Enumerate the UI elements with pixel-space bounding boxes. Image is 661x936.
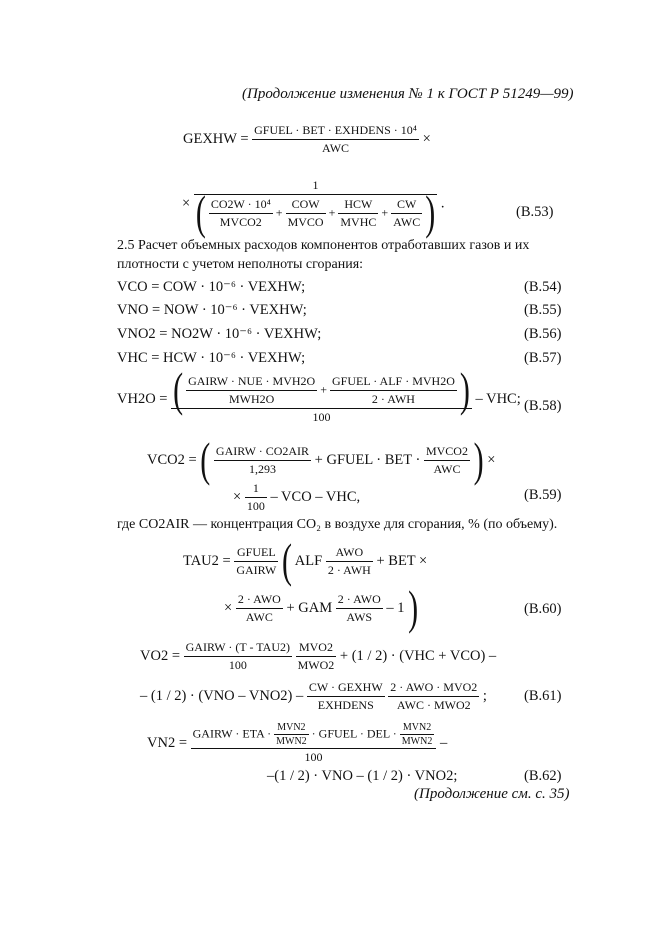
b59-lhs: VCO2 = — [147, 451, 197, 468]
b57-label: (B.57) — [524, 350, 562, 366]
equation-b62-line1: VN2 = GAIRW · ETA · $\frac{\text{MVN2}}{\text{MWN2}}$ · GFUEL · DEL · $\frac{\text{MVN2}}{\text{MWN2}}$ 100 – — [147, 722, 448, 764]
equation-b60-line1: TAU2 = $\frac{\text{GFUEL}}{\text{GAIRW}}$ ( ALF $\frac{\text{AWO}}{\text{2 · AWH}}$ + BET × — [183, 534, 428, 588]
equation-b59-line1: VCO2 = ( $\frac{\text{GAIRW · CO2AIR}}{1,293}$ + GFUEL · BET · $\frac{\text{MVCO2}}{\text{AWC}}$ ) × — [147, 433, 496, 487]
co2air-note: где CO2AIR — концентрация CO₂ в воздухе для сгорания, % (по объему). — [117, 517, 558, 532]
b53-label: (B.53) — [516, 204, 554, 220]
b56-label: (B.56) — [524, 326, 562, 342]
b53-lhs: GEXHW = — [183, 130, 249, 147]
b53-term1: $\frac{\text{CO2W · 10⁴}}{\text{MVCO2}}$ — [210, 197, 271, 229]
b53-term2: $\frac{\text{COW}}{\text{MVCO}}$ — [287, 197, 324, 229]
equation-b58 — [117, 363, 521, 425]
equation-b59-line2: × $\frac{1}{100}$ – VCO – VHC, — [233, 481, 361, 513]
equation-b53-line1 — [183, 123, 431, 156]
b53-term4: $\frac{CW}{\text{AWC}}$ — [393, 197, 421, 229]
b62-lhs: VN2 = — [147, 734, 187, 751]
b58-denominator: 100 — [312, 410, 331, 424]
section-paragraph-line2: плотности с учетом неполноты сгорания: — [117, 257, 364, 272]
equation-b61-line2: – (1 / 2) · (VNO – VNO2) – $\frac{\text{CW · GEXHW}}{\text{EXHDENS}}$ $\frac{\text{2 · AWO · MVO2}}{\text{AWC · MWO2}}$ ; — [140, 680, 487, 712]
equation-b61-line1: VO2 = $\frac{\text{GAIRW · (T - TAU2)}}{100}$ $\frac{\text{MVO2}}{\text{MWO2}}$ + (1 / 2) · (VHC + VCO) – — [140, 640, 497, 672]
b53-numerator: GFUEL · BET · EXHDENS · 10⁴ — [252, 123, 419, 140]
b58-label: (B.58) — [524, 398, 562, 414]
b53-big-fraction: 1 ( $\frac{\text{CO2W · 10⁴}}{\text{MVCO2}}$ + $\frac{\text{COW}}{\text{MVCO}}$ + $\frac{\text{HCW}}{\text{MVHC}}$ + $\frac{CW}{\text{AWC}}$ ) — [195, 178, 436, 240]
b61-label: (B.61) — [524, 688, 562, 704]
b61-lhs: VO2 = — [140, 647, 180, 664]
section-paragraph-line1: 2.5 Расчет объемных расходов компонентов отработавших газов и их — [117, 238, 530, 253]
equation-b56: VNO2 = NO2W · 10⁻⁶ · VEXHW; — [117, 326, 322, 342]
equation-b55: VNO = NOW · 10⁻⁶ · VEXHW; — [117, 302, 307, 318]
b58-tail: – VHC; — [475, 390, 521, 407]
b53-fraction — [252, 123, 419, 156]
b55-label: (B.55) — [524, 302, 562, 318]
b60-label: (B.60) — [524, 601, 562, 617]
b60-lhs: TAU2 = — [183, 552, 231, 569]
b53-term3: $\frac{\text{HCW}}{\text{MVHC}}$ — [340, 197, 377, 229]
b53-one: 1 — [194, 178, 437, 195]
equation-b62-line2: –(1 / 2) · VNO – (1 / 2) · VNO2; — [267, 768, 458, 784]
b58-fraction: ( $\frac{\text{GAIRW · NUE · MVH2O}}{\text{MWH2O}}$ + $\frac{\text{GFUEL · ALF · MVH2O}}{\text{2 · AWH}}$ ) 100 — [173, 363, 470, 424]
b53-denominator: AWC — [322, 141, 350, 155]
b59-label: (B.59) — [524, 487, 562, 503]
b58-lhs: VH2O = — [117, 390, 168, 407]
page-header: (Продолжение изменения № 1 к ГОСТ Р 51249—99) — [242, 86, 574, 102]
equation-b60-line2: × $\frac{\text{2 · AWO}}{\text{AWC}}$ + GAM $\frac{\text{2 · AWO}}{\text{AWS}}$ – 1 ) — [224, 581, 419, 635]
b59-cont-times: × — [233, 488, 242, 505]
b62-label: (B.62) — [524, 768, 562, 784]
b59-mid: + GFUEL · BET · — [314, 451, 421, 468]
page-footer: (Продолжение см. с. 35) — [414, 786, 570, 802]
b59-times: × — [487, 451, 496, 468]
b59-tail: – VCO – VHC, — [270, 488, 361, 505]
b54-label: (B.54) — [524, 279, 562, 295]
equation-b57: VHC = HCW · 10⁻⁶ · VEXHW; — [117, 350, 306, 366]
equation-b54: VCO = COW · 10⁻⁶ · VEXHW; — [117, 279, 306, 295]
equation-b53-line2: × 1 ( $\frac{\text{CO2W · 10⁴}}{\text{MVCO2}}$ + $\frac{\text{COW}}{\text{MVCO}}$ + $\frac{\text{HCW}}{\text{MVHC}}$ + $\frac{CW}{\text{AWC}}$ ) . — [182, 178, 445, 240]
b53-times: × — [422, 130, 431, 147]
b53-cont-times: × — [182, 195, 191, 212]
